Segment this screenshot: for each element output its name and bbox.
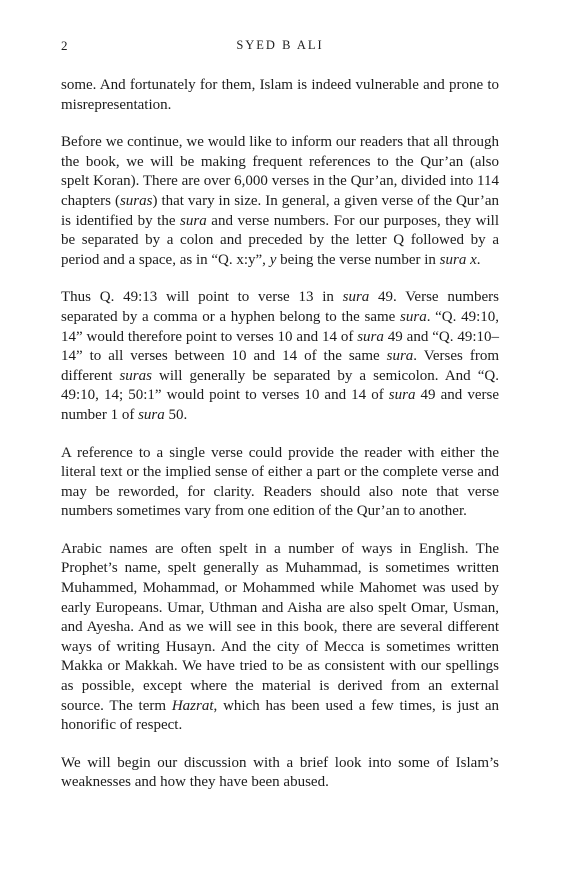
italic-term: sura: [138, 406, 165, 423]
italic-term: sura: [388, 387, 416, 404]
paragraph-text: ) that vary in size. In general, a given verse of the Qur’an is identified by the: [61, 192, 499, 229]
italic-term: Hazrat: [171, 697, 214, 714]
body-paragraph: [61, 444, 499, 522]
paragraph-text: We will begin our discussion with a brief look into some of Islam’s weaknesses and how they have been abused.: [61, 754, 499, 791]
italic-term: sura: [386, 348, 414, 365]
italic-term: suras: [119, 192, 153, 209]
paragraph-text: . Verses from different: [61, 348, 500, 384]
paragraph-text: will generally be separated by a semicolon. And “Q. 49:10, 14; 50:1” would point to verses 10 and 14 of: [61, 367, 499, 404]
paragraph-text: 49 and verse number 1 of: [61, 387, 499, 423]
paragraph-text: some. And fortunately for them, Islam is indeed vulnerable and prone to misrepresentation.: [61, 77, 499, 113]
paragraph-text: , which has been used a few times, is just an honorific of respect.: [61, 697, 499, 734]
paragraph-text: 50.: [164, 406, 188, 423]
body-paragraph: [61, 540, 499, 736]
italic-term: sura: [400, 308, 427, 325]
paragraph-text: Before we continue, we would like to inform our readers that all through the book, we will be making frequent references to the Qur’an (also spelt Koran). There are over 6,000 verses in the Qur’an, divided into 114 chapters (: [61, 134, 499, 209]
book-page: [61, 38, 499, 811]
paragraph-text: Arabic names are often spelt in a number of ways in English. The Prophet’s name, spelt generally as Muhammad, is sometimes written Muhammed, Mohammad, or Mohammed while Mahomet was used by early Europeans. Umar, Uthman and Aisha are also spelt Omar, Usman, and Ayesha. And as we will see in this book, there are several different ways of writing Husayn. And the city of Mecca is sometimes written Makka or Makkah. We have tried to be as consistent with our spellings as possible, except where the material is derived from an external source. The term: [61, 540, 499, 714]
italic-term: sura x: [439, 251, 477, 268]
paragraph-text: . “Q. 49:10, 14” would therefore point to verses 10 and 14 of: [61, 308, 499, 345]
running-header: [61, 38, 499, 60]
paragraph-text: 49 and “Q. 49:10–14” to all verses between 10 and 14 of the same: [61, 328, 499, 365]
paragraph-text: .: [476, 251, 481, 268]
body-paragraph: [61, 754, 499, 793]
page-number: 2: [61, 38, 68, 53]
paragraph-text: and verse numbers. For our purposes, they will be separated by a colon and preceded by the letter Q followed by a period and a space, as in “Q. x:y”,: [61, 212, 499, 268]
body-paragraph: [61, 76, 499, 115]
italic-term: suras: [119, 367, 152, 384]
italic-term: sura: [342, 289, 370, 306]
body-paragraph: [61, 288, 499, 425]
body-paragraph: [61, 133, 499, 270]
paragraph-text: Thus Q. 49:13 will point to verse 13 in: [61, 289, 343, 306]
paragraph-text: 49. Verse numbers separated by a comma or a hyphen belong to the same: [61, 289, 499, 325]
italic-term: sura: [357, 328, 384, 345]
italic-term: y: [269, 251, 277, 268]
body-text: [61, 76, 499, 793]
paragraph-text: A reference to a single verse could provide the reader with either the literal text or the implied sense of either a part or the complete verse and may be reworded, for clarity. Readers should also note that verse numbers sometimes vary from one edition of the Qur’an to another.: [61, 444, 499, 520]
paragraph-text: being the verse number in: [276, 251, 440, 268]
running-head-author: SYED B ALI: [236, 38, 324, 52]
italic-term: sura: [180, 212, 207, 229]
